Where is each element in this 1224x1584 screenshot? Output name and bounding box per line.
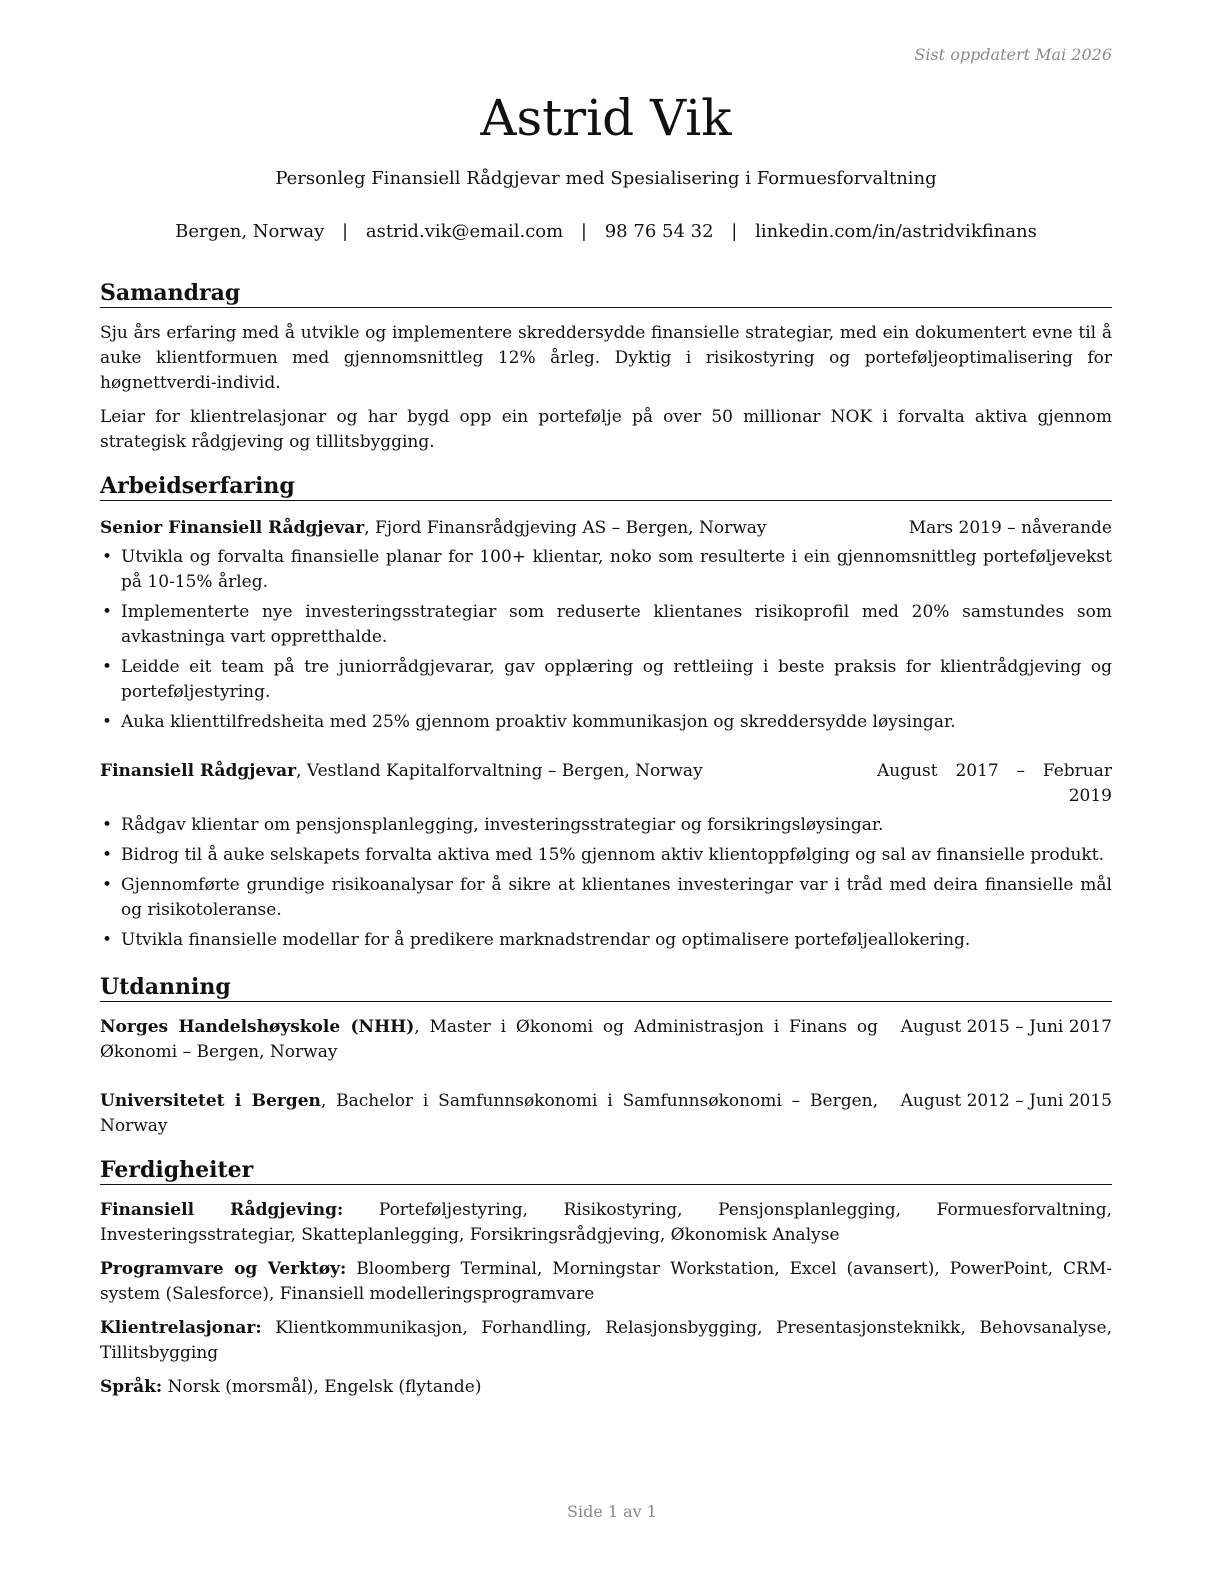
contact-location: Bergen, Norway <box>175 221 325 242</box>
job-bullets <box>100 813 1112 953</box>
skill-group-label: Språk: <box>100 1377 163 1397</box>
list-item: • Implementerte nye investeringsstrategiar som reduserte klientanes risikoprofil med 20% samstundes som avkastninga vart oppretthalde. <box>100 600 1112 650</box>
job-entry <box>100 759 1112 953</box>
candidate-name: Astrid Vik <box>480 89 732 147</box>
skill-group-value: Porteføljestyring, Risikostyring, Pensjonsplanlegging, Formuesforvaltning, Investeringsstrategiar, Skatteplanlegging, Forsikringsrådgjeving, Økonomisk Analyse <box>100 1200 1112 1245</box>
section-heading-education: Utdanning <box>100 973 1112 1002</box>
education-dates: August 2015 – Juni 2017 <box>900 1017 1112 1037</box>
skill-group-value: Norsk (morsmål), Engelsk (flytande) <box>162 1377 482 1397</box>
skill-group <box>100 1257 1112 1307</box>
education-dates: August 2012 – Juni 2015 <box>900 1091 1112 1111</box>
list-item: • Rådgav klientar om pensjonsplanlegging, investeringsstrategiar og forsikringsløysingar. <box>100 813 1112 838</box>
skills-section <box>100 1156 1112 1400</box>
section-heading-experience: Arbeidserfaring <box>100 472 1112 501</box>
education-entry <box>100 1089 1112 1139</box>
contact-separator: | <box>580 221 587 242</box>
list-item: • Utvikla finansielle modellar for å predikere marknadstrendar og optimalisere porteføljeallokering. <box>100 928 1112 953</box>
list-item: • Leidde eit team på tre juniorrådgjevarar, gav opplæring og rettleiing i beste praksis for klientrådgjeving og porteføljestyring. <box>100 655 1112 705</box>
summary-paragraph: Leiar for klientrelasjonar og har bygd opp ein portefølje på over 50 millionar NOK i forvalta aktiva gjennom strategisk rådgjeving og tillitsbygging. <box>100 407 1112 452</box>
contact-phone: 98 76 54 32 <box>604 221 714 242</box>
education-degree: , Bachelor i Samfunnsøkonomi i Samfunnsøkonomi – Bergen, Norway <box>100 1091 878 1136</box>
education-section <box>100 973 1112 1139</box>
job-dates: Mars 2019 – nåverande <box>908 518 1112 538</box>
list-item: • Utvikla og forvalta finansielle planar for 100+ klientar, noko som resulterte i ein gjennomsnittleg porteføljevekst på 10-15% årleg. <box>100 545 1112 595</box>
job-title: Senior Finansiell Rådgjevar <box>100 518 365 538</box>
job-employer: , Fjord Finansrådgjeving AS – Bergen, Norway <box>364 518 767 538</box>
job-header <box>100 759 1112 809</box>
list-item: • Gjennomførte grundige risikoanalysar for å sikre at klientanes investeringar var i tråd med deira finansielle mål og risikotoleranse. <box>100 873 1112 923</box>
list-item: • Auka klienttilfredsheita med 25% gjennom proaktiv kommunikasjon og skreddersydde løysingar. <box>100 710 1112 735</box>
skill-group-value: Bloomberg Terminal, Morningstar Workstation, Excel (avansert), PowerPoint, CRM-system (Salesforce), Finansiell modelleringsprogramvare <box>100 1259 1112 1304</box>
contact-email[interactable]: astrid.vik@email.com <box>365 221 564 242</box>
candidate-title: Personleg Finansiell Rådgjevar med Spesialisering i Formuesforvaltning <box>275 168 937 189</box>
job-employer: , Vestland Kapitalforvaltning – Bergen, Norway <box>296 761 703 781</box>
job-title-line <box>100 759 703 809</box>
summary-paragraph: Sju års erfaring med å utvikle og implementere skreddersydde finansielle strategiar, med ein dokumentert evne til å auke klientformuen med gjennomsnittleg 12% årleg. Dyktig i risikostyring og porteføljeoptimalisering for høgnettverdi-individ. <box>100 323 1112 393</box>
skill-group <box>100 1198 1112 1248</box>
education-school: Universitetet i Bergen <box>100 1091 321 1111</box>
skill-group-value: Klientkommunikasjon, Forhandling, Relasjonsbygging, Presentasjonsteknikk, Behovsanalyse, Tillitsbygging <box>100 1318 1112 1363</box>
education-entry <box>100 1015 1112 1065</box>
education-list <box>100 1015 1112 1139</box>
last-updated-note: Sist oppdatert Mai 2026 <box>914 45 1112 64</box>
skill-group <box>100 1316 1112 1366</box>
education-degree: , Master i Økonomi og Administrasjon i Finans og Økonomi – Bergen, Norway <box>100 1017 878 1062</box>
job-entry <box>100 516 1112 735</box>
job-dates: August 2017 – Februar 2019 <box>877 761 1112 806</box>
contact-line <box>100 221 1112 243</box>
contact-separator: | <box>731 221 738 242</box>
skill-group <box>100 1375 1112 1400</box>
job-header <box>100 516 1112 541</box>
section-heading-skills: Ferdigheiter <box>100 1156 1112 1185</box>
resume-page <box>100 0 1112 1400</box>
job-bullets <box>100 545 1112 735</box>
page-number: Side 1 av 1 <box>567 1502 657 1521</box>
contact-linkedin[interactable]: linkedin.com/in/astridvikfinans <box>755 221 1037 242</box>
experience-section <box>100 472 1112 953</box>
education-description <box>100 1089 878 1139</box>
education-description <box>100 1015 878 1065</box>
skill-group-label: Finansiell Rådgjeving: <box>100 1200 344 1220</box>
education-school: Norges Handelshøyskole (NHH) <box>100 1017 415 1037</box>
contact-separator: | <box>342 221 349 242</box>
job-title-line <box>100 516 766 541</box>
skill-group-label: Programvare og Verktøy: <box>100 1259 347 1279</box>
list-item: • Bidrog til å auke selskapets forvalta aktiva med 15% gjennom aktiv klientoppfølging og sal av finansielle produkt. <box>100 843 1112 868</box>
summary-section <box>100 279 1112 455</box>
job-title: Finansiell Rådgjevar <box>100 761 297 781</box>
skill-group-label: Klientrelasjonar: <box>100 1318 262 1338</box>
section-heading-summary: Samandrag <box>100 279 1112 308</box>
